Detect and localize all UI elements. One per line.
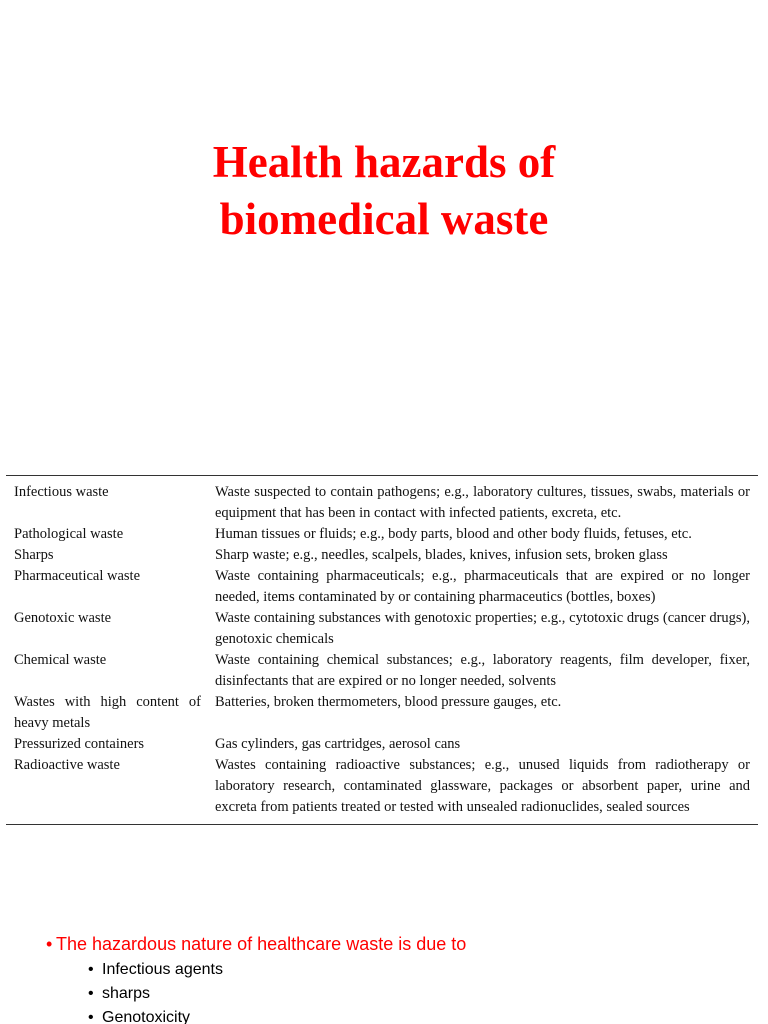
list-item: • Infectious agents <box>102 958 466 982</box>
table-row <box>6 755 758 825</box>
waste-description-cell: Wastes containing radioactive substances; e.g., unused liquids from radiotherapy or laboratory research, contaminated glassware, packages or absorbent paper, urine and excreta from patients treated or tested with unsealed radionuclides, sealed sources <box>215 757 750 815</box>
waste-description-cell: Human tissues or fluids; e.g., body parts, blood and other body fluids, fetuses, etc. <box>215 526 692 542</box>
waste-description-cell: Gas cylinders, gas cartridges, aerosol cans <box>215 736 461 752</box>
hazard-bullet-list <box>56 930 466 1024</box>
slide-title-line-2: biomedical waste <box>219 194 549 245</box>
waste-type-cell: Pressurized containers <box>14 736 145 752</box>
waste-type-cell: Radioactive waste <box>14 757 120 773</box>
waste-type-cell: Wastes with high content of heavy metals <box>14 694 201 731</box>
table-row <box>6 650 758 692</box>
waste-description-cell: Sharp waste; e.g., needles, scalpels, blades, knives, infusion sets, broken glass <box>215 547 668 563</box>
bullet-heading: • The hazardous nature of healthcare waste is due to <box>56 930 466 958</box>
waste-description-cell: Waste suspected to contain pathogens; e.g., laboratory cultures, tissues, swabs, materials or equipment that has been in contact with infected patients, excreta, etc. <box>215 484 750 521</box>
slide-title <box>0 134 768 248</box>
waste-type-cell: Sharps <box>14 547 54 563</box>
waste-type-cell: Chemical waste <box>14 652 107 668</box>
waste-type-cell: Pathological waste <box>14 526 124 542</box>
waste-type-cell: Genotoxic waste <box>14 610 112 626</box>
waste-description-cell: Waste containing chemical substances; e.g., laboratory reagents, film developer, fixer, disinfectants that are expired or no longer needed, solvents <box>215 652 750 689</box>
table-row <box>6 608 758 650</box>
waste-types-table <box>6 475 758 825</box>
table-row <box>6 734 758 755</box>
waste-description-cell: Waste containing pharmaceuticals; e.g., pharmaceuticals that are expired or no longer needed, items contaminated by or containing pharmaceutics (bottles, boxes) <box>215 568 750 605</box>
list-item: • sharps <box>102 982 466 1006</box>
waste-description-cell: Batteries, broken thermometers, blood pressure gauges, etc. <box>215 694 562 710</box>
waste-description-cell: Waste containing substances with genotoxic properties; e.g., cytotoxic drugs (cancer drugs), genotoxic chemicals <box>215 610 750 647</box>
waste-type-cell: Pharmaceutical waste <box>14 568 141 584</box>
table-row <box>6 524 758 545</box>
slide-title-line-1: Health hazards of <box>212 137 556 188</box>
table-row <box>6 476 758 525</box>
list-item: • Genotoxicity <box>102 1006 466 1024</box>
table-row <box>6 692 758 734</box>
hazard-sub-list <box>56 958 466 1024</box>
table-row <box>6 545 758 566</box>
waste-type-cell: Infectious waste <box>14 484 109 500</box>
table-row <box>6 566 758 608</box>
